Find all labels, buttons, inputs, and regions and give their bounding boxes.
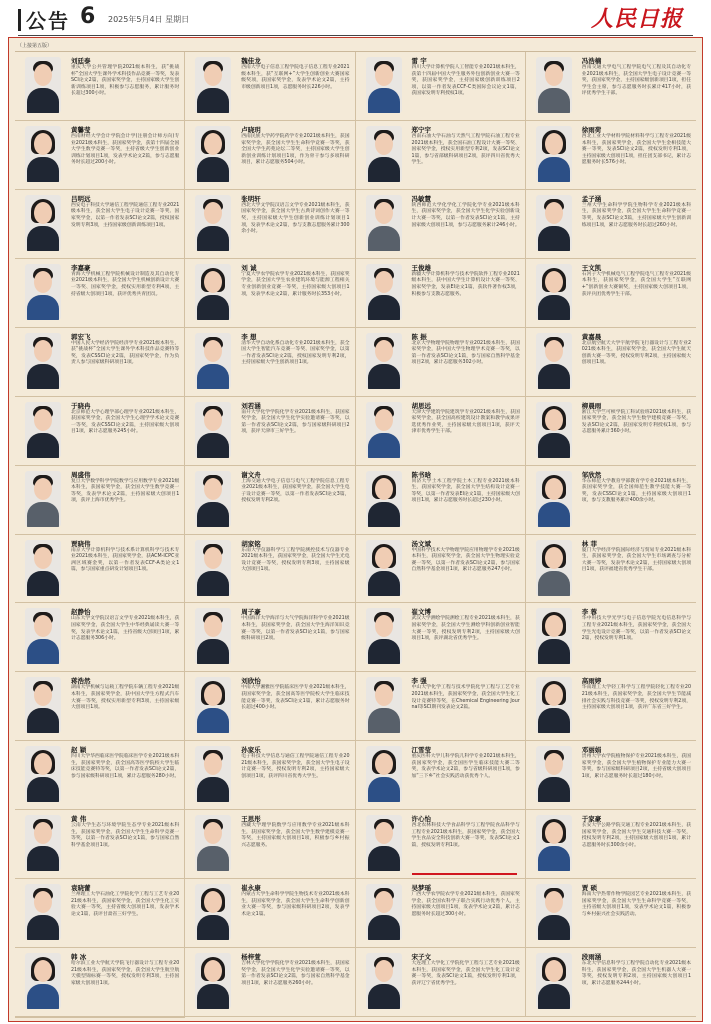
- person-bio: 中山大学化学工程与技术学院化学工程与工艺专业2021级本科生，获国家奖学金，获全国大学生化工设计竞赛特等奖，在Chemical Engineering Journal等SCI期刊发表论文2篇。: [411, 685, 520, 711]
- profile-card: [356, 190, 526, 259]
- profile-card: [356, 603, 526, 672]
- person-name: 邓丽娟: [581, 746, 602, 755]
- profile-card: [526, 397, 696, 466]
- person-name: 李嘉豪: [71, 263, 91, 272]
- profile-card: [185, 328, 355, 397]
- portrait-photo: [195, 884, 231, 940]
- person-name: 陈 振: [411, 332, 427, 341]
- highlight-underline: [412, 873, 517, 875]
- profile-card: [526, 810, 696, 879]
- person-bio: 北京航空航天大学宇航学院飞行器设计与工程专业2021级本科生，获国家奖学金，获全国大学生航天创新大赛一等奖，授权发明专利2项，主持国家级大创项目1项。: [581, 340, 691, 366]
- person-name: 李 想: [241, 332, 257, 341]
- person-bio: 新疆大学计算机科学与技术学院软件工程专业2021级本科生，获中国大学生计算机设计大赛一等奖、国家奖学金，发表EI论文1篇，获软件著作权3项，积极参与支教志愿服务。: [411, 271, 520, 297]
- profile-card: [15, 535, 185, 604]
- portrait-photo: [536, 815, 572, 871]
- person-name: 周盛伟: [71, 470, 91, 479]
- person-bio: 华中科技大学光学与电子信息学院光电信息科学与工程专业2021级本科生，获国家奖学金，获全国大学生光电设计竞赛一等奖，以第一作者发表SCI论文2篇，授权发明专利1项。: [581, 616, 691, 642]
- profile-card: [526, 466, 696, 535]
- person-name: 杨梓萱: [241, 953, 261, 962]
- portrait-photo: [536, 333, 572, 389]
- person-name: 吴梦瑶: [411, 884, 431, 893]
- person-bio: 西南交通大学电气工程学院电气工程及其自动化专业2021级本科生，获全国大学生电子设计竞赛一等奖，获国家奖学金，主持国家级创新项目1项，担任学生会主席，参与志愿服务时长累计417小时，获评优秀学生干部。: [581, 65, 691, 97]
- person-name: 冯敏慧: [411, 194, 431, 203]
- profile-card: [185, 52, 355, 121]
- profile-card: [356, 948, 526, 1017]
- person-name: 吕明远: [71, 194, 91, 203]
- person-bio: 海南大学热带作物学院园艺专业2021级本科生，获国家奖学金，获全国大学生生命科学竞赛一等奖，主持省级大创项目1项，发表学术论文1篇，积极参与乡村振兴社会实践活动。: [581, 892, 691, 917]
- portrait-photo: [366, 471, 402, 527]
- portrait-photo: [25, 608, 61, 664]
- portrait-photo: [25, 333, 61, 389]
- person-bio: 东南大学仪器科学与工程学院测控技术与仪器专业2021级本科生，获国家奖学金，获全国大学生光电设计竞赛一等奖，授权发明专利3项，主持国家级大创项目1项。: [241, 547, 350, 573]
- person-bio: 重庆医科大学儿科学院儿科学专业2021级本科生，获国家奖学金，获全国医学生临床技能大赛二等奖，发表学术论文2篇，参与省级科研项目1项，参加“三下乡”社会实践活动获优秀个人。: [411, 754, 520, 780]
- person-bio: 长安大学公路学院交通工程专业2021级本科生，获国家奖学金，获全国大学生交通科技大赛一等奖，授权发明专利2项，主持国家级大创项目1项，累计志愿服务时长300余小时。: [581, 823, 691, 848]
- person-bio: 兰州大学生命科学学院生物科学专业2021级本科生，获国家奖学金，获全国大学生生命科学竞赛一等奖，发表SCI论文3篇，主持国家级大学生创新训练项目1项，累计志愿服务时长超过260小时。: [581, 202, 691, 228]
- portrait-photo: [25, 126, 61, 182]
- profile-card: [15, 328, 185, 397]
- page-header: [0, 0, 711, 36]
- person-name: 胡家铭: [241, 539, 261, 548]
- profile-card: [356, 810, 526, 879]
- portrait-photo: [25, 471, 61, 527]
- portrait-photo: [195, 57, 231, 113]
- portrait-photo: [25, 57, 61, 113]
- person-bio: 云南大学生态与环境学院生态学专业2021级本科生，获国家奖学金，获全国大学生生命科学竞赛一等奖，以第一作者发表SCI论文1篇，参与国家自然科学基金项目1项。: [71, 823, 180, 848]
- person-bio: 南京大学计算机科学与技术系计算机科学与技术专业2021级本科生，获国家奖学金，获ACM-ICPC亚洲区域赛金奖，以第一作者发表CCF-A类论文1篇，参与国家重点研发计划项目1项。: [71, 547, 180, 573]
- portrait-photo: [366, 746, 402, 802]
- portrait-photo: [25, 815, 61, 871]
- person-bio: 哈尔滨工业大学航天学院飞行器设计与工程专业2021级本科生，获国家奖学金，获全国大学生航空航天模型锦标赛一等奖，授权发明专利3项，主持国家级大创项目1项。: [71, 961, 180, 986]
- profile-card: [15, 672, 185, 741]
- portrait-photo: [536, 126, 572, 182]
- portrait-photo: [366, 953, 402, 1009]
- person-name: 郭宏飞: [71, 332, 91, 341]
- portrait-photo: [25, 264, 61, 320]
- portrait-photo: [536, 677, 572, 733]
- person-name: 于家豪: [581, 815, 602, 824]
- person-name: 刘廷泰: [71, 57, 91, 65]
- continuation-note: （上接第五版）: [17, 43, 53, 49]
- person-bio: 兰州理工大学石油化工学院化学工程与工艺专业2021级本科生，获国家奖学金，获全国大学生化工实验大赛一等奖，主持省级大创项目1项，发表学术论文1篇，获评甘肃省三好学生。: [71, 892, 180, 917]
- portrait-photo: [536, 195, 572, 251]
- portrait-photo: [536, 540, 572, 596]
- profile-grid: [15, 51, 696, 1018]
- person-bio: 西南石油大学石油与天然气工程学院石油工程专业2021级本科生，获全国石油工程设计大赛一等奖、国家奖学金，授权实用新型专利2项，发表SCI论文1篇，参与省部级科研项目2项，获评四川省优秀大学生。: [411, 133, 520, 166]
- profile-card: [356, 879, 526, 948]
- person-name: 孙家乐: [241, 746, 261, 755]
- profile-card: [185, 535, 355, 604]
- person-bio: 广西大学农学院农学专业2021级本科生，获国家奖学金，获全国农科学子联合实践行动优秀个人，主持国家级大创项目1项，发表学术论文2篇，累计志愿服务时长超过300小时。: [411, 892, 520, 917]
- profile-card: [526, 121, 696, 190]
- profile-card: [356, 535, 526, 604]
- person-name: 王思彤: [241, 815, 261, 824]
- person-name: 卢晓玥: [241, 125, 261, 134]
- person-bio: 陕西师范大学化学化工学院化学专业2021级本科生，获国家奖学金，获全国大学生化学实验创新设计大赛一等奖，以第一作者发表SCI论文1篇，主持国家级大创项目1项，参与志愿服务累计246小时。: [411, 202, 520, 228]
- person-bio: 西南大学电子信息工程学院电子信息工程专业2021级本科生，获“互联网+”大学生创新创业大赛国家级奖项，获国家奖学金，发表学术论文2篇，主持市级创新项目1项，志愿服务时长226小时。: [241, 65, 350, 90]
- profile-card: [185, 603, 355, 672]
- person-bio: 中南大学湘雅医学院临床医学专业2021级本科生，获国家奖学金，获全国高等医学院校大学生临床技能竞赛一等奖，发表SCI论文1篇，累计志愿服务时长超过400小时。: [241, 685, 350, 711]
- person-bio: 湖南大学机械与运载工程学院车辆工程专业2021级本科生，获国家奖学金，获中国大学生方程式汽车大赛一等奖，授权实用新型专利3项，主持国家级大创项目1项。: [71, 685, 180, 711]
- portrait-photo: [195, 471, 231, 527]
- portrait-photo: [195, 402, 231, 458]
- person-bio: 四川大学计算机学院人工智能专业2021级本科生，获第十四届中国大学生服务外包创新创业大赛一等奖，获国家奖学金，主持国家级创新训练项目2项，以第一作者发表CCF-C类国际会议论文1篇，获国家发明专利授权1项。: [411, 65, 520, 97]
- person-bio: 西安电子科技大学通信工程学院通信工程专业2021级本科生，获全国大学生电子设计竞赛一等奖、国家奖学金，以第一作者发表SCI论文2篇，授权国家发明专利3项，主持国家级创新训练项目1项。: [71, 202, 180, 228]
- person-name: 韩 冰: [71, 953, 87, 962]
- profile-card: [356, 741, 526, 810]
- profile-card: [526, 948, 696, 1017]
- person-name: 段雨涵: [581, 953, 602, 962]
- profile-card: [526, 741, 696, 810]
- profile-card: [15, 466, 185, 535]
- person-name: 王俊雄: [411, 263, 431, 272]
- person-name: 黄 伟: [71, 815, 87, 824]
- portrait-photo: [366, 677, 402, 733]
- portrait-photo: [195, 953, 231, 1009]
- profile-card: [185, 810, 355, 879]
- person-name: 黄馨莹: [71, 125, 91, 134]
- person-bio: 厦门大学经济学院国际经济与贸易专业2021级本科生，获国家奖学金，获全国大学生市场调查与分析大赛一等奖，发表学术论文2篇，主持国家级大创项目1项，获评福建省优秀学生干部。: [581, 547, 691, 573]
- header-left-rule: [18, 9, 21, 31]
- portrait-photo: [25, 540, 61, 596]
- portrait-photo: [366, 57, 402, 113]
- person-name: 崔永康: [241, 884, 261, 893]
- person-name: 李 蓉: [581, 608, 598, 617]
- profile-card: [356, 52, 526, 121]
- person-bio: 复旦大学数学科学学院数学与应用数学专业2021级本科生，获国家奖学金，获全国大学生数学竞赛一等奖，发表学术论文2篇，主持国家级大创项目1项，获评上海市优秀学生。: [71, 478, 180, 504]
- person-name: 赵 颖: [71, 746, 87, 755]
- page-number: 6: [80, 4, 96, 29]
- portrait-photo: [536, 608, 572, 664]
- person-bio: 青海大学机械工程学院机械设计制造及其自动化专业2021级本科生，获全国大学生机械创新设计大赛一等奖、国家奖学金，授权实用新型专利4项，主持省级大创项目1项，获评优秀共青团员。: [71, 271, 180, 297]
- profile-card: [15, 810, 185, 879]
- announcement-frame: [8, 37, 703, 1022]
- person-name: 高雨婷: [581, 677, 602, 686]
- profile-card: [356, 121, 526, 190]
- profile-card: [185, 741, 355, 810]
- portrait-photo: [195, 333, 231, 389]
- profile-card: [356, 397, 526, 466]
- profile-card: [526, 190, 696, 259]
- person-name: 雷 宇: [411, 57, 427, 65]
- person-bio: 西南民族大学药学院药学专业2021级本科生，获国家奖学金，获全国大学生生命科学竞赛一等奖，获全国大学生药苑论坛二等奖，主持国家级大学生创新创业训练计划项目1项，作为骨干参与多项科研项目，累计志愿服务504小时。: [241, 133, 350, 166]
- person-name: 魏佳龙: [241, 57, 261, 65]
- profile-card: [185, 259, 355, 328]
- portrait-photo: [366, 126, 402, 182]
- portrait-photo: [195, 195, 231, 251]
- person-bio: 同济大学土木工程学院土木工程专业2021级本科生，获国家奖学金，获全国大学生结构设计竞赛一等奖，以第一作者发表EI论文1篇，主持国家级大创项目1项，累计志愿服务时长超过230小时。: [411, 478, 520, 504]
- person-name: 黄嘉晨: [581, 332, 602, 341]
- portrait-photo: [366, 815, 402, 871]
- profile-card: [526, 603, 696, 672]
- person-bio: 华南理工大学轻工科学与工程学院轻化工程专业2021级本科生，获国家奖学金，获全国大学生节能减排社会实践与科技竞赛一等奖，授权发明专利2项，主持国家级大创项目1项，获评广东省三好学生。: [581, 685, 691, 711]
- profile-card: [15, 948, 185, 1017]
- person-name: 徐雨荷: [581, 125, 602, 134]
- profile-card: [526, 328, 696, 397]
- person-name: 贾晓伟: [71, 539, 91, 548]
- person-name: 赵静怡: [71, 608, 91, 617]
- profile-card: [185, 397, 355, 466]
- person-name: 于晓冉: [71, 401, 91, 410]
- portrait-photo: [195, 608, 231, 664]
- portrait-photo: [536, 471, 572, 527]
- person-name: 江雪莹: [411, 746, 431, 755]
- person-bio: 宁夏大学农学院农学专业2021级本科生，获国家奖学金，获全国大学生农业建筑环境与能源工程相关专业创新创业竞赛一等奖，主持国家级大创项目1项，发表学术论文2篇，累计服务时长353小时。: [241, 271, 350, 297]
- person-bio: 吉林大学化学学院化学专业2021级本科生，获国家奖学金，获全国大学生化学实验邀请赛一等奖，以第一作者发表SCI论文2篇，参与国家自然科学基金项目1项，累计志愿服务260小时。: [241, 961, 350, 986]
- person-bio: 山东大学文学院汉语言文学专业2021级本科生，获国家奖学金，获全国大学生中华经典诵读大赛一等奖，发表学术论文1篇，主持省级大创项目1项，累计志愿服务306小时。: [71, 616, 180, 642]
- profile-card: [15, 190, 185, 259]
- person-bio: 贵州大学农学院植物保护专业2021级本科生，获国家奖学金，获全国大学生植物保护专业能力大赛一等奖，参与国家级科研项目2项，主持省级大创项目1项，累计志愿服务时长超过180小时。: [581, 754, 691, 780]
- person-bio: 重庆大学公共管理学院2021级本科生，获“挑战杯”全国大学生课外学术科技作品竞赛一等奖，发表SCI论文2篇，获国家奖学金，主持国家级大学生创新训练项目1项，积极参与志愿服务，累计服务时长超过300小时。: [71, 65, 180, 97]
- portrait-photo: [195, 540, 231, 596]
- portrait-photo: [25, 402, 61, 458]
- person-name: 孟子涵: [581, 194, 602, 203]
- person-bio: 南开大学化学学院化学专业2021级本科生，获国家奖学金，获全国大学生化学实验邀请赛一等奖，以第一作者发表SCI论文2篇，参与国家级科研项目2项，获评天津市三好学生。: [241, 409, 350, 435]
- profile-card: [526, 52, 696, 121]
- person-name: 冯浩楠: [581, 57, 602, 65]
- profile-card: [185, 948, 355, 1017]
- person-name: 邹欣然: [581, 470, 602, 479]
- person-name: 李 强: [411, 677, 427, 686]
- portrait-photo: [25, 195, 61, 251]
- person-name: 刘欣怡: [241, 677, 261, 686]
- person-name: 宋子文: [411, 953, 431, 962]
- person-bio: 西北农林科技大学食品科学与工程学院食品科学与工程专业2021级本科生，获国家奖学金，获全国大学生食品安全科技创新大赛一等奖，发表SCI论文1篇，授权发明专利1项。: [411, 823, 520, 848]
- person-bio: 中国科学技术大学物理学院应用物理学专业2021级本科生，获国家奖学金，获全国大学生物理实验竞赛一等奖，以第一作者发表SCI论文2篇，参与国家自然科学基金项目1项，累计志愿服务247小时。: [411, 547, 520, 573]
- portrait-photo: [195, 677, 231, 733]
- person-name: 袁晓蕾: [71, 884, 91, 893]
- section-title: 公告: [26, 9, 70, 33]
- person-bio: 石河子大学机械电气工程学院电气工程专业2021级本科生，获国家奖学金，获全国大学生“互联网+”创新创业大赛铜奖，主持国家级大创项目1项，获评兵团优秀学生干部。: [581, 271, 691, 297]
- profile-card: [526, 672, 696, 741]
- person-name: 汤文斌: [411, 539, 431, 548]
- person-name: 林 菲: [581, 539, 598, 548]
- portrait-photo: [536, 746, 572, 802]
- person-name: 胡思远: [411, 401, 431, 410]
- portrait-photo: [366, 540, 402, 596]
- person-name: 刘若涵: [241, 401, 261, 410]
- person-name: 郑宁宇: [411, 125, 431, 134]
- profile-card: [356, 672, 526, 741]
- person-bio: 华东师范大学教育学部教育学专业2021级本科生，获国家奖学金，获全国师范生教学技能大赛一等奖，发表CSSCI论文1篇，主持国家级大创项目1项，参与支教服务累计400余小时。: [581, 478, 691, 504]
- portrait-photo: [25, 953, 61, 1009]
- portrait-photo: [25, 884, 61, 940]
- portrait-photo: [195, 815, 231, 871]
- portrait-photo: [536, 884, 572, 940]
- profile-card: [526, 879, 696, 948]
- person-bio: 电子科技大学信息与通信工程学院通信工程专业2021级本科生，获国家奖学金，获全国大学生电子设计竞赛一等奖，授权发明专利2项，主持国家级大创项目1项，获评四川省优秀大学生。: [241, 754, 350, 780]
- newspaper-logo: 人民日报: [590, 6, 683, 32]
- portrait-photo: [195, 264, 231, 320]
- person-bio: 西北工业大学材料学院材料科学与工程专业2021级本科生，获国家奖学金，获全国大学生金相技能大赛一等奖，发表SCI论文2篇，授权发明专利1项，主持国家级大创项目1项，担任团支部书记，累计志愿服务时长576小时。: [581, 133, 691, 166]
- person-bio: 中国海洋大学海洋与大气学院海洋科学专业2021级本科生，获国家奖学金，获全国大学生海洋知识竞赛一等奖，以第一作者发表SCI论文1篇，参与国家级科研项目2项。: [241, 616, 350, 642]
- portrait-photo: [366, 333, 402, 389]
- person-name: 谢文舟: [241, 470, 261, 479]
- issue-date: 2025年5月4日 星期日: [108, 15, 190, 24]
- person-name: 刘 诚: [241, 263, 257, 272]
- person-bio: 东北大学信息科学与工程学院自动化专业2021级本科生，获国家奖学金，获全国大学生机器人大赛一等奖，授权发明专利2项，主持国家级大创项目1项，累计志愿服务244小时。: [581, 961, 691, 986]
- profile-card: [185, 879, 355, 948]
- profile-card: [185, 466, 355, 535]
- person-bio: 浙江大学竺可桢学院工科试验班2021级本科生，获国家奖学金，获全国大学生数学建模竞赛一等奖，发表SCI论文2篇，获国家发明专利授权1项，参与志愿服务累计360小时。: [581, 409, 691, 435]
- person-bio: 大连理工大学化工学院化学工程与工艺专业2021级本科生，获国家奖学金，获全国大学生化工设计竞赛一等奖，发表SCI论文1篇，授权发明专利1项，获评辽宁省优秀学生。: [411, 961, 520, 986]
- portrait-photo: [536, 264, 572, 320]
- person-name: 柳晨雨: [581, 401, 602, 410]
- person-bio: 内蒙古大学生命科学学院生物技术专业2021级本科生，获国家奖学金，获全国大学生生命科学创新创业大赛一等奖，参与国家级科研项目2项，发表学术论文1篇。: [241, 892, 350, 917]
- person-bio: 四川大学华西临床医学院临床医学专业2021级本科生，获国家奖学金，获全国高等医学院校大学生临床技能竞赛特等奖，以第一作者发表SCI论文2篇，参与国家级科研项目1项，累计志愿服务280小时。: [71, 754, 180, 780]
- profile-card: [15, 259, 185, 328]
- person-name: 张明轩: [241, 194, 261, 203]
- profile-card: [356, 328, 526, 397]
- person-name: 崔文博: [411, 608, 431, 617]
- profile-card: [15, 879, 185, 948]
- portrait-photo: [536, 57, 572, 113]
- portrait-photo: [25, 677, 61, 733]
- portrait-photo: [366, 402, 402, 458]
- person-name: 许心怡: [411, 815, 431, 824]
- portrait-photo: [366, 884, 402, 940]
- profile-card: [15, 603, 185, 672]
- portrait-photo: [366, 264, 402, 320]
- portrait-photo: [536, 953, 572, 1009]
- profile-card: [15, 741, 185, 810]
- person-bio: 武汉大学测绘学院测绘工程专业2021级本科生，获国家奖学金，获全国大学生测绘学科创新创业智能大赛一等奖，授权发明专利2项，主持国家级大创项目1项，获评湖北省优秀学生。: [411, 616, 520, 642]
- person-bio: 西南财经大学会计学院会计学(注册会计师方向)专业2021级本科生，获国家奖学金，获第十四届全国大学生数学竞赛一等奖，主持省级大学生创新创业训练计划项目1项，发表学术论文2篇，参与志愿服务时长超过200小时。: [71, 133, 180, 166]
- profile-card: [356, 259, 526, 328]
- profile-card: [356, 466, 526, 535]
- portrait-photo: [366, 195, 402, 251]
- portrait-photo: [25, 746, 61, 802]
- profile-card: [15, 1017, 185, 1018]
- person-name: 周子豪: [241, 608, 261, 617]
- portrait-photo: [195, 746, 231, 802]
- profile-card: [15, 397, 185, 466]
- person-bio: 西藏大学理学院数学与应用数学专业2021级本科生，获国家奖学金，获全国大学生数学建模竞赛一等奖，主持国家级大创项目1项，积极参与乡村振兴志愿服务。: [241, 823, 350, 848]
- person-name: 贾 硕: [581, 884, 598, 893]
- profile-card: [185, 672, 355, 741]
- profile-card: [15, 52, 185, 121]
- portrait-photo: [366, 608, 402, 664]
- profile-card: [185, 190, 355, 259]
- person-bio: 中国人民大学经济学院经济学专业2021级本科生，获“挑战杯”全国大学生课外学术科技作品竞赛特等奖，发表CSSCI论文2篇，获国家奖学金，作为负责人参与国家级科研项目1项。: [71, 340, 180, 366]
- portrait-photo: [536, 402, 572, 458]
- profile-card: [15, 121, 185, 190]
- person-bio: 西北大学文学院汉语言文学专业2021级本科生，获国家奖学金，获全国大学生古典诗词创作大赛一等奖，主持国家级大学生创新创业训练计划项目1项，发表学术论文2篇，参与支教志愿服务累计300余小时。: [241, 202, 350, 235]
- person-name: 王文凯: [581, 263, 602, 272]
- profile-card: [526, 259, 696, 328]
- portrait-photo: [195, 126, 231, 182]
- person-bio: 北京师范大学心理学部心理学专业2021级本科生，获国家奖学金，获全国大学生心理学学术论文竞赛一等奖，发表CSSCI论文2篇，主持国家级大创项目1项，累计志愿服务245小时。: [71, 409, 180, 435]
- person-name: 陈书晗: [411, 470, 431, 479]
- person-bio: 北京大学物理学院物理学专业2021级本科生，获国家奖学金，获中国大学生物理学术竞赛一等奖，以第一作者发表SCI论文1篇，参与国家自然科学基金项目2项，累计志愿服务302小时。: [411, 340, 520, 366]
- header-rule: [18, 35, 693, 36]
- profile-card: [185, 121, 355, 190]
- person-bio: 清华大学自动化系自动化专业2021级本科生，获全国大学生智能汽车竞赛一等奖、国家奖学金，以第一作者发表SCI论文2篇，授权国家发明专利2项，主持国家级大学生创新项目1项。: [241, 340, 350, 366]
- person-bio: 上海交通大学电子信息与电气工程学院信息工程专业2021级本科生，获国家奖学金，获全国大学生电子设计竞赛一等奖，以第一作者发表SCI论文3篇，授权发明专利2项。: [241, 478, 350, 504]
- profile-card: [526, 535, 696, 604]
- person-name: 蒋浩然: [71, 677, 91, 686]
- person-bio: 天津大学建筑学院建筑学专业2021级本科生，获国家奖学金，获全国高校建筑设计教案和教学成果评选优秀作业奖，主持国家级大创项目1项，获评天津市优秀学生干部。: [411, 409, 520, 435]
